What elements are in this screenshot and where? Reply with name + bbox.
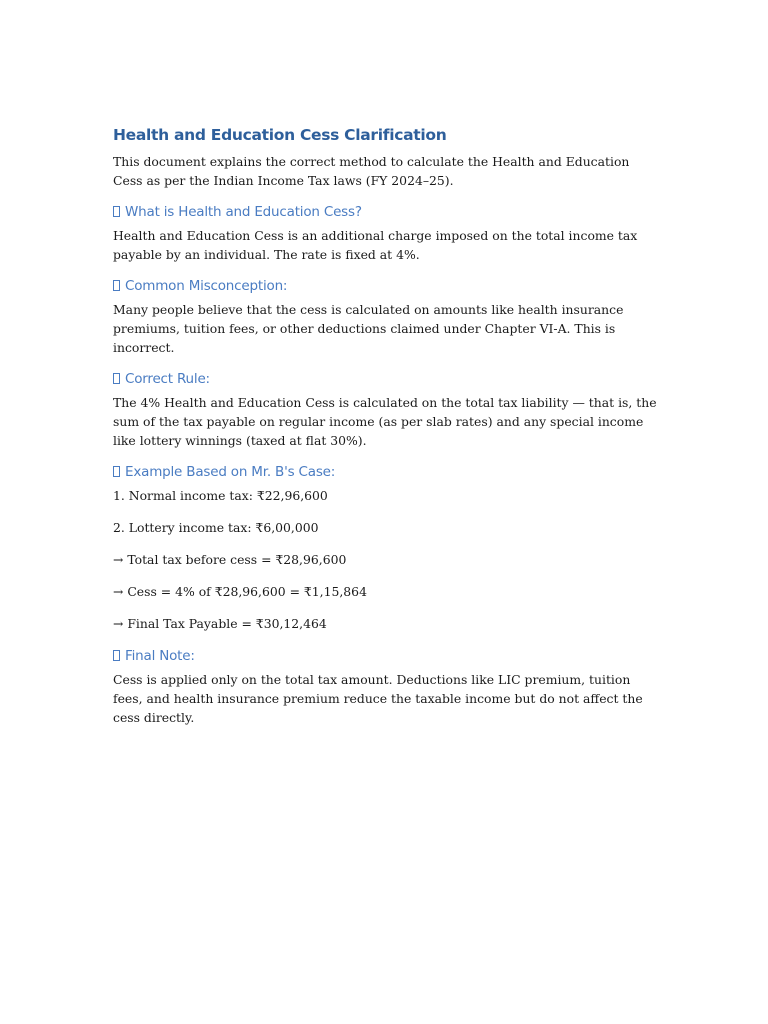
section-heading [113, 646, 658, 666]
missing-glyph-icon [113, 650, 120, 661]
example-line: 2. Lottery income tax: ₹6,00,000 [113, 520, 319, 535]
section-heading-text: Example Based on Mr. B's Case: [125, 464, 336, 480]
missing-glyph-icon [113, 373, 120, 384]
example-line: 1. Normal income tax: ₹22,96,600 [113, 488, 328, 503]
section-common-misconception [113, 276, 658, 357]
section-heading [113, 462, 658, 482]
missing-glyph-icon [113, 466, 120, 477]
section-heading [113, 369, 658, 389]
example-lines [113, 486, 658, 633]
intro-paragraph: This document explains the correct method to calculate the Health and Education Cess as per the Indian Income Tax laws (FY 2024–25). [113, 154, 630, 188]
section-heading [113, 276, 658, 296]
section-body: Health and Education Cess is an additional charge imposed on the total income tax payable by an individual. The rate is fixed at 4%. [113, 228, 638, 262]
section-final-note [113, 646, 658, 727]
example-line: → Cess = 4% of ₹28,96,600 = ₹1,15,864 [113, 584, 367, 599]
section-heading-text: Correct Rule: [125, 371, 210, 387]
section-correct-rule [113, 369, 658, 450]
section-example [113, 462, 658, 633]
section-heading-text: Common Misconception: [125, 278, 288, 294]
section-what-is-cess [113, 202, 658, 264]
document-title: Health and Education Cess Clarification [113, 126, 447, 144]
section-heading-text: What is Health and Education Cess? [125, 204, 362, 220]
section-heading [113, 202, 658, 222]
section-heading-text: Final Note: [125, 648, 195, 664]
section-body: Cess is applied only on the total tax amount. Deductions like LIC premium, tuition fees, and health insurance premium reduce the taxable income but do not affect the cess directly. [113, 672, 643, 725]
missing-glyph-icon [113, 206, 120, 217]
section-body: Many people believe that the cess is calculated on amounts like health insurance premiums, tuition fees, or other deductions claimed under Chapter VI-A. This is incorrect. [113, 302, 624, 355]
document-page [113, 124, 658, 727]
missing-glyph-icon [113, 280, 120, 291]
example-line: → Total tax before cess = ₹28,96,600 [113, 552, 347, 567]
section-body: The 4% Health and Education Cess is calculated on the total tax liability — that is, the sum of the tax payable on regular income (as per slab rates) and any special income like lottery winnings (taxed at flat 30%). [113, 395, 657, 448]
example-line: → Final Tax Payable = ₹30,12,464 [113, 616, 327, 631]
